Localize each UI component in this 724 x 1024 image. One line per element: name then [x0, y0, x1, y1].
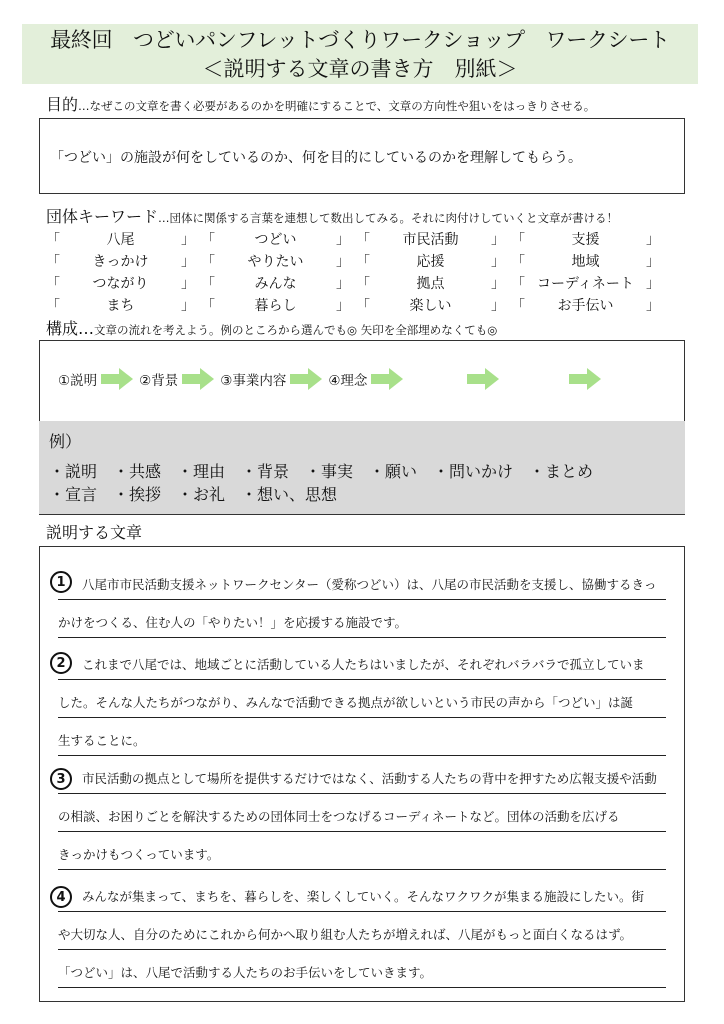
paragraph-line: 市民活動の拠点として場所を提供するだけではなく、活動する人たちの背中を押すため広報支援や活動	[58, 756, 666, 794]
purpose-heading	[46, 92, 595, 115]
keyword-cell: 「 つどい 」	[201, 229, 356, 249]
header-title: 最終回 つどいパンフレットづくりワークショップ ワークシート	[50, 28, 670, 52]
paragraph-line: 「つどい」は、八尾で活動する人たちのお手伝いをしていきます。	[58, 950, 666, 988]
keyword-cell: 「 地域 」	[511, 251, 666, 271]
paragraph	[58, 562, 666, 638]
flow-arrow-icon	[182, 368, 216, 390]
paragraph	[58, 642, 666, 756]
purpose-desc: …なぜこの文章を書く必要があるのかを明確にすることで、文章の方向性や狙いをはっきりさせる。	[78, 99, 596, 113]
keyword-text: みんな	[254, 276, 297, 292]
keyword-cell: 「 応援 」	[356, 251, 511, 271]
paragraph-line: 八尾市市民活動支援ネットワークセンター（愛称つどい）は、八尾の市民活動を支援し、協働するきっ	[58, 562, 666, 600]
worksheet-header	[22, 24, 698, 84]
examples-row: ・説明 ・共感 ・理由 ・背景 ・事実 ・願い ・問いかけ ・まとめ	[49, 462, 594, 481]
keyword-text: 拠点	[416, 276, 445, 292]
keyword-cell: 「 暮らし 」	[201, 295, 356, 315]
flow-arrow-icon	[371, 368, 405, 390]
keywords-heading	[46, 204, 618, 227]
keyword-row	[46, 228, 666, 250]
purpose-label: 目的	[46, 95, 79, 114]
flow-arrow-icon	[467, 368, 501, 390]
flow-arrow-icon	[101, 368, 135, 390]
flow-arrow-icon	[290, 368, 324, 390]
flow-step: ②背景	[139, 373, 179, 389]
keyword-cell: 「 やりたい 」	[201, 251, 356, 271]
paragraph	[58, 756, 666, 870]
keyword-cell: 「 つながり 」	[46, 273, 201, 293]
keyword-text: つながり	[92, 276, 149, 292]
examples-row: ・宣言 ・挨拶 ・お礼 ・想い、思想	[49, 485, 338, 504]
paragraph-line: 生することに。	[58, 718, 666, 756]
keyword-row	[46, 272, 666, 294]
keyword-cell: 「 支援 」	[511, 229, 666, 249]
structure-desc: 文章の流れを考えよう。例のところから選んでも◎ 矢印を全部埋めなくても◎	[94, 323, 498, 337]
purpose-answer: 「つどい」の施設が何をしているのか、何を目的にしているのかを理解してもらう。	[50, 150, 582, 166]
keyword-cell: 「 お手伝い 」	[511, 295, 666, 315]
keywords-desc: …団体に関係する言葉を連想して数出してみる。それに肉付けしていくと文章が書ける！	[158, 211, 619, 225]
examples-label: 例）	[49, 432, 82, 451]
paragraph-line: みんなが集まって、まちを、暮らしを、楽しくしていく。そんなワクワクが集まる施設にしたい。街	[58, 874, 666, 912]
keyword-text: コーディネート	[537, 276, 634, 292]
paragraph-line: きっかけもつくっています。	[58, 832, 666, 870]
keyword-cell: 「 市民活動 」	[356, 229, 511, 249]
keyword-text: 応援	[416, 254, 445, 270]
keyword-text: お手伝い	[557, 298, 614, 314]
keyword-cell: 「 きっかけ 」	[46, 251, 201, 271]
paragraph-line: かけをつくる、住む人の「やりたい！」を応援する施設です。	[58, 600, 666, 638]
explain-heading: 説明する文章	[46, 523, 143, 542]
keyword-text: 市民活動	[402, 232, 459, 248]
flow-step: ④理念	[328, 373, 368, 389]
keyword-row	[46, 294, 666, 316]
keyword-text: 八尾	[106, 232, 135, 248]
keyword-cell: 「 楽しい 」	[356, 295, 511, 315]
structure-flow	[58, 368, 607, 390]
keyword-cell: 「 まち 」	[46, 295, 201, 315]
keyword-row	[46, 250, 666, 272]
keyword-text: 支援	[571, 232, 600, 248]
paragraph-line: や大切な人、自分のためにこれから何かへ取り組む人たちが増えれば、八尾がもっと面白くなるはず。	[58, 912, 666, 950]
paragraph-number: 1	[50, 571, 72, 593]
keyword-cell: 「 拠点 」	[356, 273, 511, 293]
keyword-cell: 「 八尾 」	[46, 229, 201, 249]
paragraph-number: 3	[50, 768, 72, 790]
flow-step: ①説明	[58, 373, 98, 389]
structure-examples	[39, 421, 685, 514]
keyword-cell: 「 みんな 」	[201, 273, 356, 293]
keyword-text: 楽しい	[409, 298, 452, 314]
keyword-text: つどい	[254, 232, 297, 248]
paragraph-number: 2	[50, 652, 72, 674]
structure-label: 構成…	[46, 319, 95, 338]
header-subtitle: ＜説明する文章の書き方 別紙＞	[202, 57, 518, 81]
paragraph-line: これまで八尾では、地域ごとに活動している人たちはいましたが、それぞれバラバラで孤立していま	[58, 642, 666, 680]
keywords-label: 団体キーワード	[46, 207, 159, 226]
paragraph	[58, 874, 666, 988]
keyword-grid	[46, 228, 666, 316]
paragraph-number: 4	[50, 886, 72, 908]
keyword-text: 暮らし	[254, 298, 297, 314]
flow-step: ③事業内容	[220, 373, 287, 389]
keyword-text: まち	[106, 298, 135, 314]
paragraph-line: の相談、お困りごとを解決するための団体同士をつなげるコーディネートなど。団体の活動を広げる	[58, 794, 666, 832]
keyword-cell: 「 コーディネート 」	[511, 273, 666, 293]
purpose-box	[39, 118, 685, 194]
structure-heading	[46, 316, 497, 339]
flow-arrow-icon	[569, 368, 603, 390]
paragraph-line: した。そんな人たちがつながり、みんなで活動できる拠点が欲しいという市民の声から「つどい」は誕	[58, 680, 666, 718]
keyword-text: きっかけ	[92, 254, 149, 270]
keyword-text: 地域	[571, 254, 600, 270]
keyword-text: やりたい	[247, 254, 304, 270]
